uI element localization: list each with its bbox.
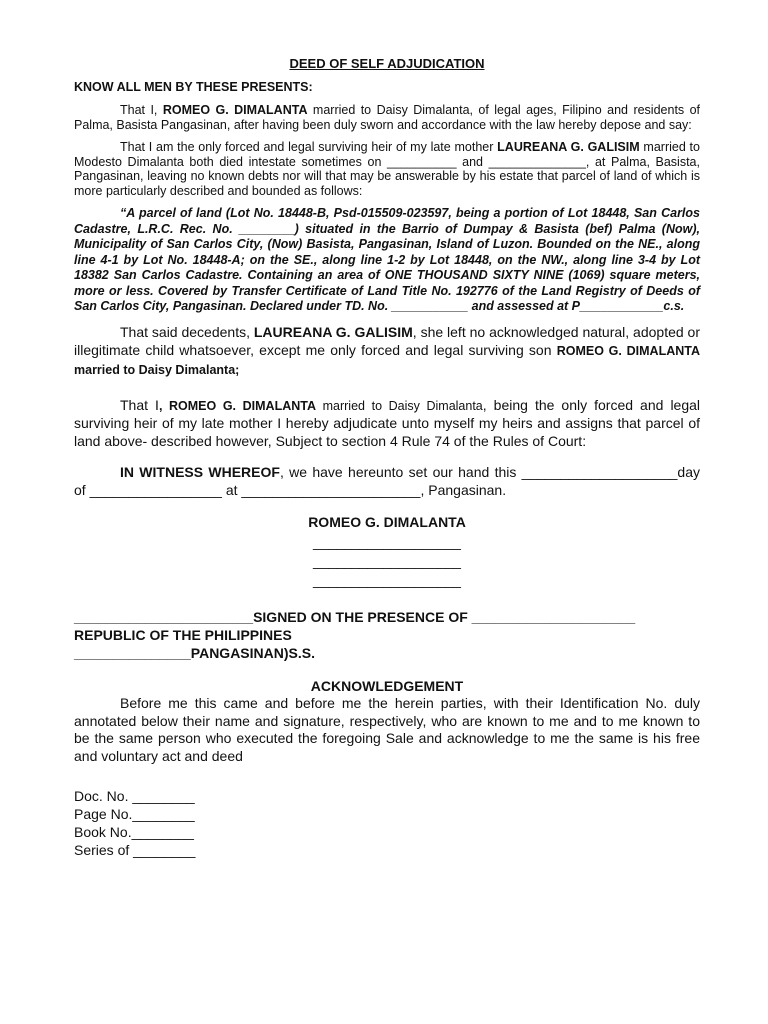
decedent-name: LAUREANA G. GALISIM — [497, 140, 640, 154]
p6-text-b: , we have hereunto set our hand this ____________________day of _________________ at _______________________, Pangasinan. — [74, 464, 700, 498]
notarial-registry — [74, 787, 700, 859]
p1-text-a: That I, — [120, 103, 163, 117]
p5-text-b: married to Daisy Dimalanta — [316, 398, 483, 413]
signed-presence-line: _______________________SIGNED ON THE PRESENCE OF _____________________ — [74, 609, 636, 625]
paragraph-decedents — [74, 323, 700, 379]
signature-line-2: ___________________ — [313, 553, 461, 569]
decedent-name-2: LAUREANA G. GALISIM — [253, 323, 413, 340]
page-no: Page No.________ — [74, 806, 195, 822]
document-title: DEED OF SELF ADJUDICATION — [289, 56, 485, 71]
signature-block — [74, 513, 700, 590]
signature-line-1: ___________________ — [313, 534, 461, 550]
doc-no: Doc. No. ________ — [74, 788, 195, 804]
signatory-name: ROMEO G. DIMALANTA — [308, 514, 466, 530]
paragraph-adjudication — [74, 397, 700, 451]
book-no: Book No.________ — [74, 824, 194, 840]
p2-text-b: married to Modesto Dimalanta both died intestate sometimes on __________ and ______________, at Palma, Basista, Pangasinan, leaving no known debts nor will that may be answerable by his estate that parcel of land of which is more particularly described and bounded as follows: — [74, 140, 700, 198]
deed-document — [74, 56, 700, 859]
p2-text-a: That I am the only forced and legal surviving heir of my late mother — [120, 140, 498, 154]
p4-text-b: , she left no acknowledged natural, adopted or illegitimate child whatsoever, except me only forced and legal surviving son — [74, 323, 700, 358]
paragraph-heir — [74, 140, 700, 198]
property-description: “A parcel of land (Lot No. 18448-B, Psd-015509-023597, being a portion of Lot 18448, San Carlos Cadastre, L.R.C. Rec. No. ________) situated in the Barrio of Dumpay & Basista (bef) Palma (Now), Municipality of San Carlos City, (Now) Basista, Pangasinan, Island of Luzon. Bounded on the NE., along line 4-1 by Lot No. 18448-A; on the SE., along line 1-2 by Lot 18448, on the NW., along line 3-4 by Lot 18382 San Carlos Cadastre. Containing an area of ONE THOUSAND SIXTY NINE (1069) square meters, more or less. Covered by Transfer Certificate of Land Title No. 192776 of the Land Registry of Deeds of San Carlos City, Pangasinan. Declared under TD. No. ___________ and assessed at P____________c.s. — [74, 206, 700, 313]
acknowledgement-title: ACKNOWLEDGEMENT — [310, 678, 464, 694]
paragraph-witness — [74, 464, 700, 499]
surviving-son-name: ROMEO G. DIMALANTA married to Daisy Dimalanta; — [74, 343, 701, 377]
adjudicator-name: , ROMEO G. DIMALANTA — [158, 398, 317, 413]
venue-line: _______________PANGASINAN)S.S. — [74, 645, 315, 661]
paragraph-affiant — [74, 103, 700, 132]
series-of: Series of ________ — [74, 842, 196, 858]
witness-whereof: IN WITNESS WHEREOF — [120, 464, 280, 480]
presence-block — [74, 608, 700, 662]
p1-text-b: married to Daisy Dimalanta, of legal ages, Filipino and residents of Palma, Basista Pangasinan, after having been duly sworn and accordance with the law hereby depose and say: — [74, 103, 701, 132]
know-all-heading: KNOW ALL MEN BY THESE PRESENTS: — [74, 80, 313, 94]
affiant-name: ROMEO G. DIMALANTA — [162, 103, 308, 117]
acknowledgement-body: Before me this came and before me the herein parties, with their Identification No. duly annotated below their name and signature, respectively, who are known to me and to me known to be the same person who executed the foregoing Sale and acknowledge to me the same is his free and voluntary act and deed — [74, 695, 700, 764]
p5-text-c: , being the only forced and legal surviving heir of my late mother I hereby adjudicate unto myself my heirs and assigns that parcel of land above- described however, Subject to section 4 Rule 74 of the Rules of Court: — [74, 396, 701, 449]
signature-line-3: ___________________ — [313, 572, 461, 588]
p5-text-a: That I — [120, 396, 159, 413]
republic-line: REPUBLIC OF THE PHILIPPINES — [74, 627, 292, 643]
p4-text-a: That said decedents, — [120, 323, 254, 340]
